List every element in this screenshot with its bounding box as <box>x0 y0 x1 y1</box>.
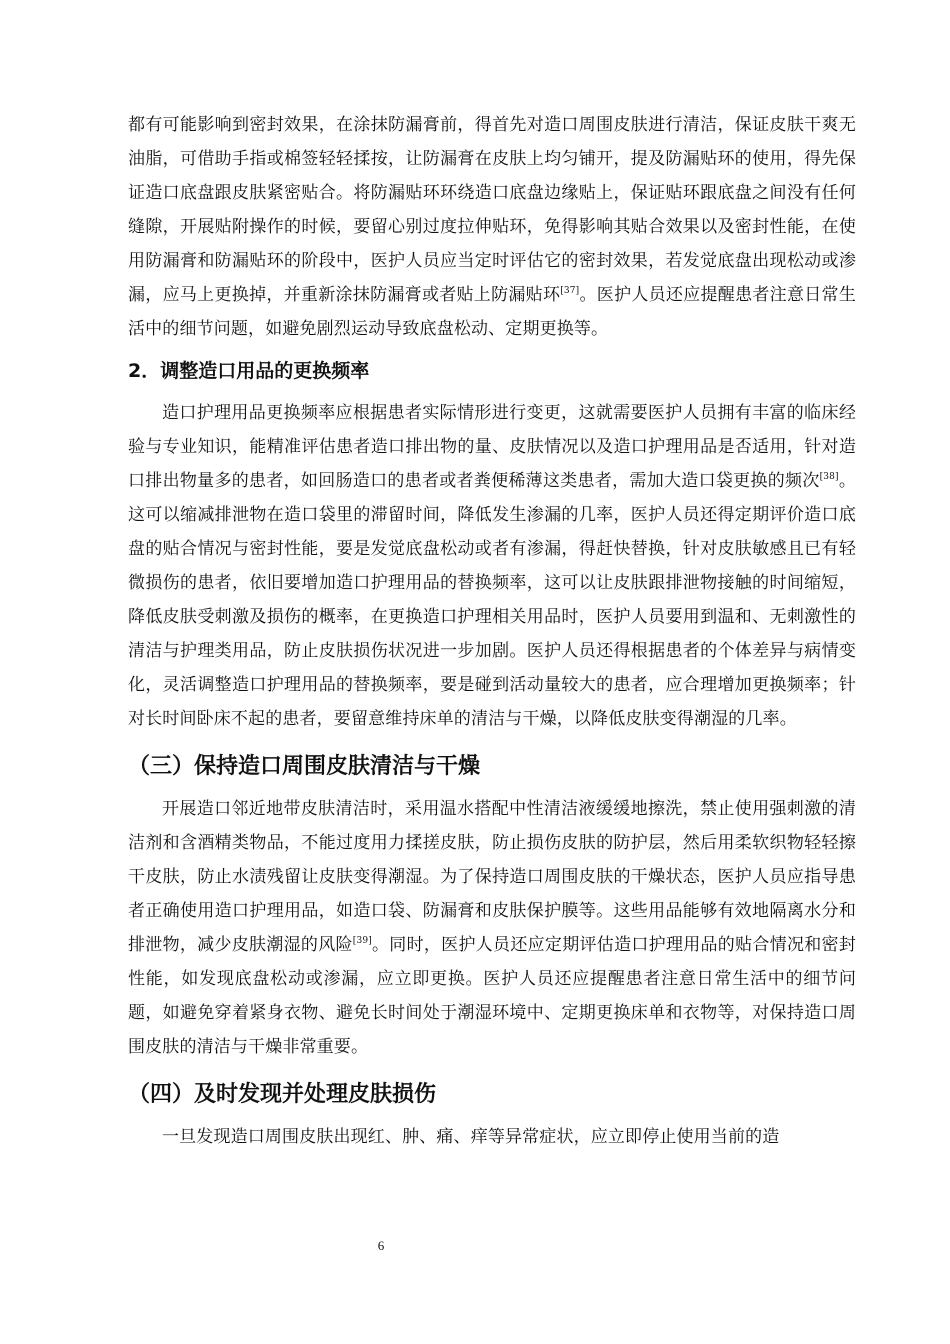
paragraph-clean-dry <box>128 792 856 1064</box>
page-number: 6 <box>377 1238 385 1253</box>
paragraph-replacement-frequency <box>128 396 856 736</box>
citation-ref: [39] <box>352 936 372 946</box>
paragraph-skin-damage: 一旦发现造口周围皮肤出现红、肿、痛、痒等异常症状，应立即停止使用当前的造 <box>162 1127 780 1147</box>
paragraph-text: 。这可以缩减排泄物在造口袋里的滞留时间，降低发生渗漏的几率，医护人员还得定期评价造口底盘的贴合情况与密封性能，要是发觉底盘松动或者有渗漏，得赶快替换，针对皮肤敏感且已有轻微损伤的患者，依旧要增加造口护理用品的替换频率，这可以让皮肤跟排泄物接触的时间缩短，降低皮肤受刺激及损伤的概率，在更换造口护理相关用品时，医护人员要用到温和、无刺激性的清洁与护理类用品，防止皮肤损伤状况进一步加剧。医护人员还得根据患者的个体差异与病情变化，灵活调整造口护理用品的替换频率，要是碰到活动量较大的患者，应合理增加更换频率；针对长时间卧床不起的患者，要留意维持床单的清洁与干燥，以降低皮肤变得潮湿的几率。 <box>128 471 856 729</box>
citation-ref: [37] <box>560 286 580 296</box>
paragraph-text: 都有可能影响到密封效果，在涂抹防漏膏前，得首先对造口周围皮肤进行清洁，保证皮肤干爽无油脂，可借助手指或棉签轻轻揉按，让防漏膏在皮肤上均匀铺开，提及防漏贴环的使用，得先保证造口底盘跟皮肤紧密贴合。将防漏贴环环绕造口底盘边缘贴上，保证贴环跟底盘之间没有任何缝隙，开展贴附操作的时候，要留心别过度拉伸贴环，免得影响其贴合效果以及密封性能，在使用防漏膏和防漏贴环的阶段中，医护人员应当定时评估它的密封效果，若发觉底盘出现松动或渗漏，应马上更换掉，并重新涂抹防漏膏或者贴上防漏贴环 <box>128 115 856 305</box>
citation-ref: [38] <box>819 472 839 482</box>
paragraph-sealing <box>128 108 856 346</box>
section-heading-skin-damage: （四）及时发现并处理皮肤损伤 <box>128 1082 437 1107</box>
document-body <box>128 108 856 1154</box>
paragraph-text: 造口护理用品更换频率应根据患者实际情形进行变更，这就需要医护人员拥有丰富的临床经验与专业知识，能精准评估患者造口排出物的量、皮肤情况以及造口护理用品是否适用，针对造口排出物量多的患者，如回肠造口的患者或者粪便稀薄这类患者，需加大造口袋更换的频次 <box>128 403 856 491</box>
subheading-replacement-frequency: 2．调整造口用品的更换频率 <box>128 360 370 382</box>
paragraph-text: 开展造口邻近地带皮肤清洁时，采用温水搭配中性清洁液缓缓地擦洗，禁止使用强刺激的清洁剂和含酒精类物品，不能过度用力揉搓皮肤，防止损伤皮肤的防护层，然后用柔软织物轻轻擦干皮肤，防止水渍残留让皮肤变得潮湿。为了保持造口周围皮肤的干燥状态，医护人员应指导患者正确使用造口护理用品，如造口袋、防漏膏和皮肤保护膜等。这些用品能够有效地隔离水分和排泄物，减少皮肤潮湿的风险 <box>128 799 856 955</box>
section-heading-clean-dry: （三）保持造口周围皮肤清洁与干燥 <box>128 754 481 779</box>
paragraph-text: 。同时，医护人员还应定期评估造口护理用品的贴合情况和密封性能，如发现底盘松动或渗漏，应立即更换。医护人员还应提醒患者注意日常生活中的细节问题，如避免穿着紧身衣物、避免长时间处于潮湿环境中、定期更换床单和衣物等，对保持造口周围皮肤的清洁与干燥非常重要。 <box>128 935 856 1057</box>
paragraph-text: 。医护人员还应提醒患者注意日常生活中的细节问题，如避免剧烈运动导致底盘松动、定期更换等。 <box>128 285 856 339</box>
